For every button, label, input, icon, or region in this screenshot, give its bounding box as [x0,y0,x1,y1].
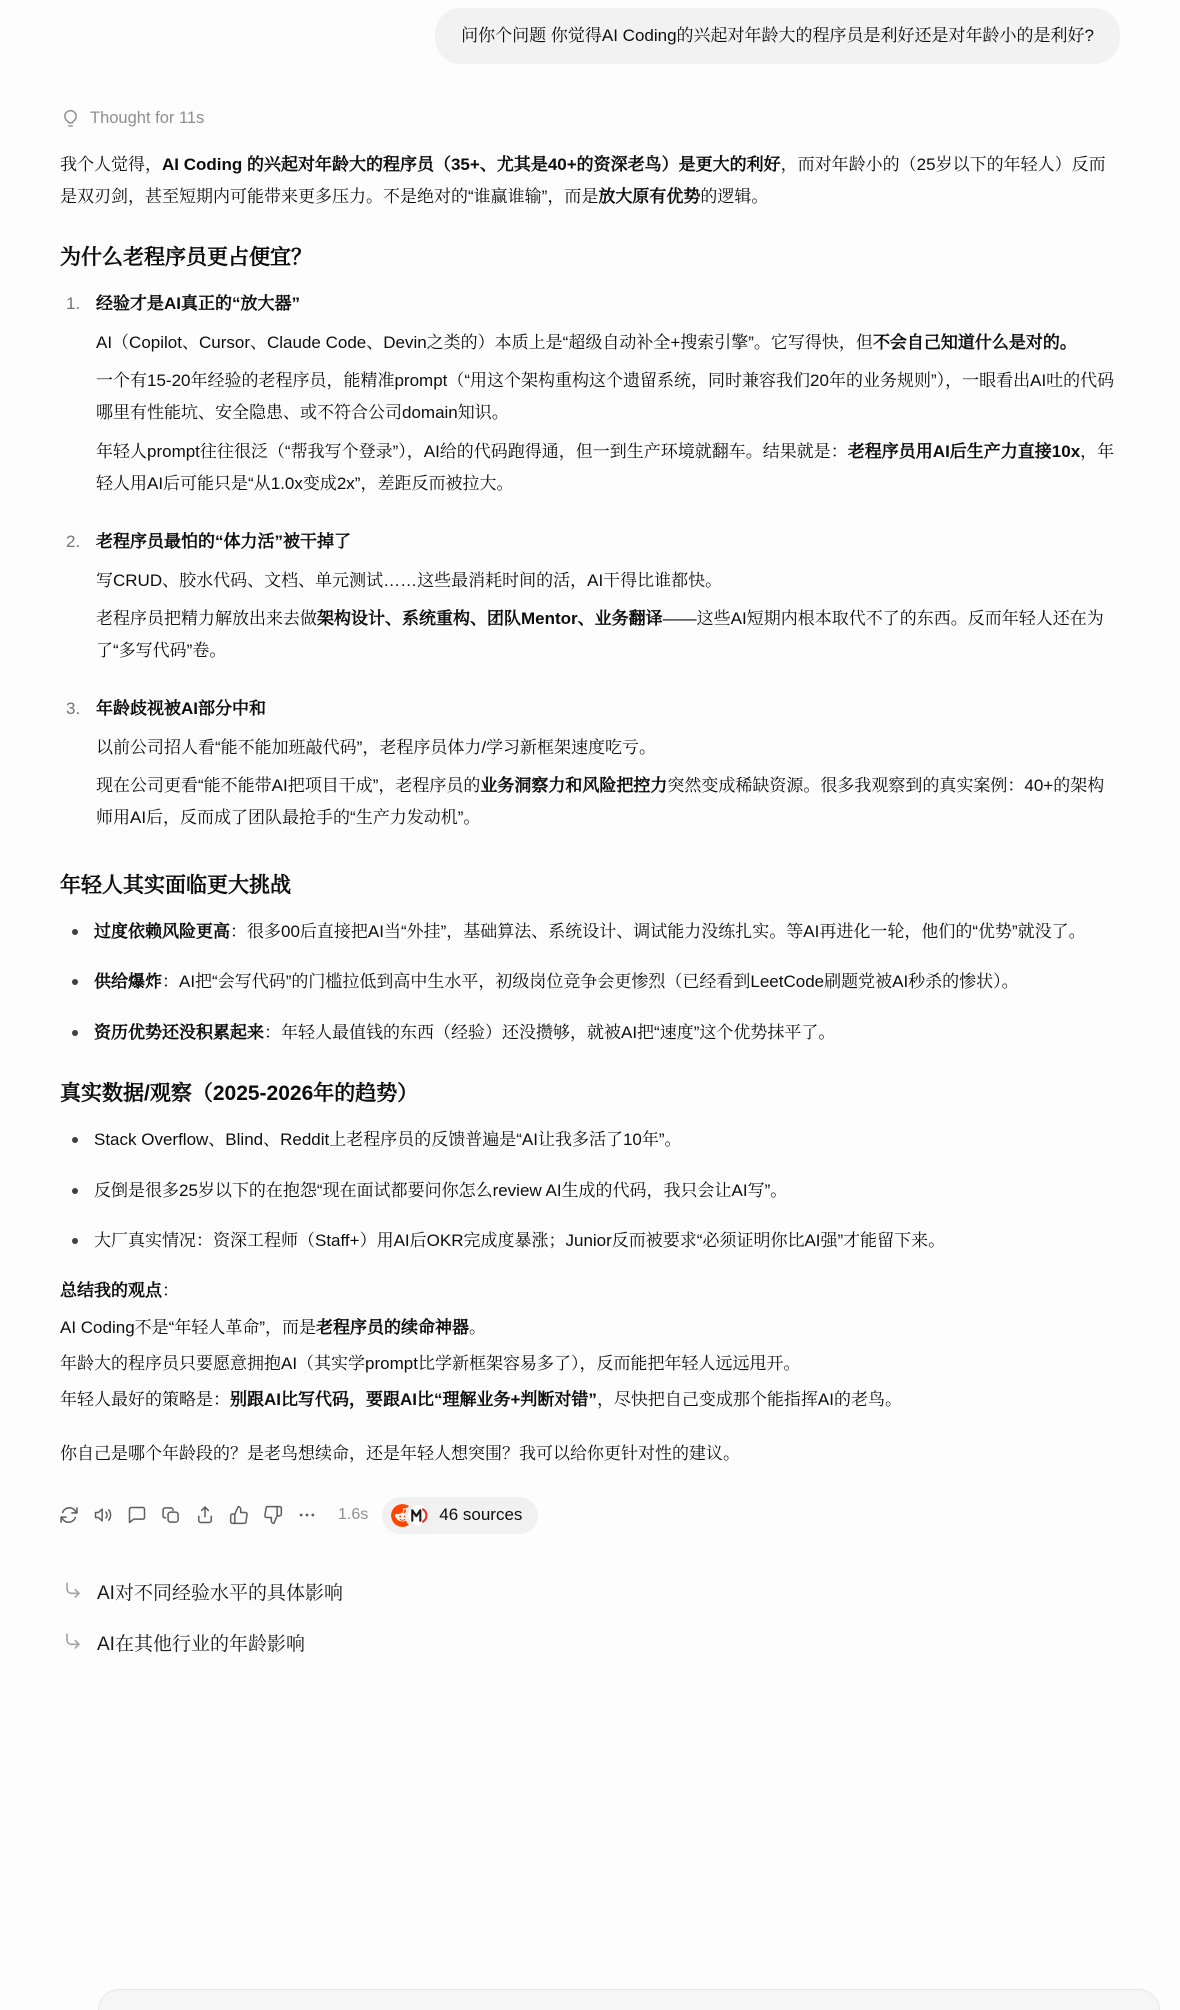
closing-question: 你自己是哪个年龄段的？是老鸟想续命，还是年轻人想突围？我可以给你更针对性的建议。 [60,1444,740,1464]
thought-toggle[interactable] [60,108,204,129]
list-marker: 2. [66,532,81,552]
thumbs-down-button[interactable] [258,1500,288,1530]
user-message-bubble [435,8,1120,64]
list-item-title: 老程序员最怕的“体力活”被干掉了 [96,532,351,552]
sources-button[interactable] [382,1497,538,1534]
followup-suggestion[interactable] [60,1568,1120,1615]
copy-button[interactable] [156,1500,186,1530]
user-message-row [60,8,1120,64]
lightbulb-icon [60,108,81,129]
followup-label: AI在其他行业的年龄影响 [97,1633,305,1655]
thought-label: Thought for 11s [90,108,205,127]
list-item-paragraph: 写CRUD、胶水代码、文档、单元测试……这些最消耗时间的活，AI干得比谁都快。 [96,570,723,590]
bullet-item: 大厂真实情况：资深工程师（Staff+）用AI后OKR完成度暴涨；Junior反而被要求“必须证明你比AI强”才能留下来。 [60,1225,1120,1257]
bullet-item: Stack Overflow、Blind、Reddit上老程序员的反馈普遍是“AI让我多活了10年”。 [60,1124,1120,1156]
bullet-item: 过度依赖风险更高：很多00后直接把AI当“外挂”，基础算法、系统设计、调试能力没练扎实。等AI再进化一轮，他们的“优势”就没了。 [60,916,1120,948]
list-item [60,526,1120,673]
regenerate-icon [59,1505,79,1525]
message-toolbar [54,1497,1120,1534]
branch-arrow-icon [62,1580,84,1602]
branch-arrow-icon [62,1631,84,1653]
assistant-message [60,149,1120,1471]
list-item-title: 经验才是AI真正的“放大器” [96,294,300,314]
followup-suggestions [60,1568,1120,1666]
copy-icon [161,1505,181,1525]
followup-suggestion[interactable] [60,1619,1120,1666]
conclusion-paragraph: 年轻人最好的策略是：别跟AI比写代码，要跟AI比“理解业务+判断对错”，尽快把自己变成那个能指挥AI的老鸟。 [60,1390,902,1410]
regenerate-button[interactable] [54,1500,84,1530]
bullet-item: 反倒是很多25岁以下的在抱怨“现在面试都要问你怎么review AI生成的代码，我只会让AI写”。 [60,1175,1120,1207]
list-item-paragraph: 老程序员把精力解放出来去做架构设计、系统重构、团队Mentor、业务翻译——这些AI短期内根本取代不了的东西。反而年轻人还在为了“多写代码”卷。 [96,608,1104,661]
list-item-paragraph: 年轻人prompt往往很泛（“帮我写个登录”），AI给的代码跑得通，但一到生产环境就翻车。结果就是：老程序员用AI后生产力直接10x，年轻人用AI后可能只是“从1.0x变成2x”，差距反而被拉大。 [96,441,1115,493]
list-item-title: 年龄歧视被AI部分中和 [96,699,266,719]
speech-bubble-icon [127,1505,147,1525]
list-item [60,693,1120,840]
comment-button[interactable] [122,1500,152,1530]
list-marker: 1. [66,294,81,314]
source-favicon-icon [414,1504,430,1527]
read-aloud-button[interactable] [88,1500,118,1530]
bullet-item: 供给爆炸：AI把“会写代码”的门槛拉低到高中生水平，初级岗位竞争会更惨烈（已经看到LeetCode刷题党被AI秒杀的惨状）。 [60,966,1120,998]
thumbs-down-icon [263,1505,283,1525]
share-upload-icon [195,1505,215,1525]
conclusion-label: 总结我的观点： [60,1281,179,1301]
list-item-paragraph: AI（Copilot、Cursor、Claude Code、Devin之类的）本质上是“超级自动补全+搜索引擎”。它写得快，但不会自己知道什么是对的。 [96,332,1077,352]
user-message-text: 问你个问题 你觉得AI Coding的兴起对年龄大的程序员是利好还是对年龄小的是利好? [461,26,1094,45]
bullet-list [60,916,1120,1049]
speaker-icon [93,1505,113,1525]
intro-paragraph: 我个人觉得，AI Coding 的兴起对年龄大的程序员（35+、尤其是40+的资深老鸟）是更大的利好，而对年龄小的（25岁以下的年轻人）反而是双刃剑，甚至短期内可能带来更多压力。不是绝对的“谁赢谁输”，而是放大原有优势的逻辑。 [60,154,1106,206]
bullet-list [60,1124,1120,1257]
conclusion-paragraph: 年龄大的程序员只要愿意拥抱AI（其实学prompt比学新框架容易多了），反而能把年轻人远远甩开。 [60,1353,801,1373]
section-heading-why-older: 为什么老程序员更占便宜？ [60,246,312,270]
latency-badge: 1.6s [338,1506,369,1524]
section-heading-real-data: 真实数据/观察（2025-2026年的趋势） [60,1081,419,1105]
list-item-paragraph: 一个有15-20年经验的老程序员，能精准prompt（“用这个架构重构这个遗留系统，同时兼容我们20年的业务规则”），一眼看出AI吐的代码哪里有性能坑、安全隐患、或不符合公司domain知识。 [96,371,1115,423]
bullet-item: 资历优势还没积累起来：年轻人最值钱的东西（经验）还没攒够，就被AI把“速度”这个优势抹平了。 [60,1017,1120,1049]
thumbs-up-icon [229,1505,249,1525]
list-item [60,288,1120,506]
section-heading-young-challenge: 年轻人其实面临更大挑战 [60,873,291,897]
more-options-button[interactable] [292,1500,322,1530]
sources-label: 46 sources [439,1505,523,1525]
share-button[interactable] [190,1500,220,1530]
followup-label: AI对不同经验水平的具体影响 [97,1582,343,1604]
thumbs-up-button[interactable] [224,1500,254,1530]
list-item-paragraph: 现在公司更看“能不能带AI把项目干成”，老程序员的业务洞察力和风险把控力突然变成稀缺资源。很多我观察到的真实案例：40+的架构师用AI后，反而成了团队最抢手的“生产力发动机”。 [96,776,1105,828]
composer-input[interactable] [98,1989,1160,2010]
ellipsis-icon [297,1505,317,1525]
list-item-paragraph: 以前公司招人看“能不能加班敲代码”，老程序员体力/学习新框架速度吃亏。 [96,737,657,757]
numbered-list [60,288,1120,840]
conclusion-paragraph: AI Coding不是“年轻人革命”，而是老程序员的续命神器。 [60,1317,486,1337]
list-marker: 3. [66,699,81,719]
